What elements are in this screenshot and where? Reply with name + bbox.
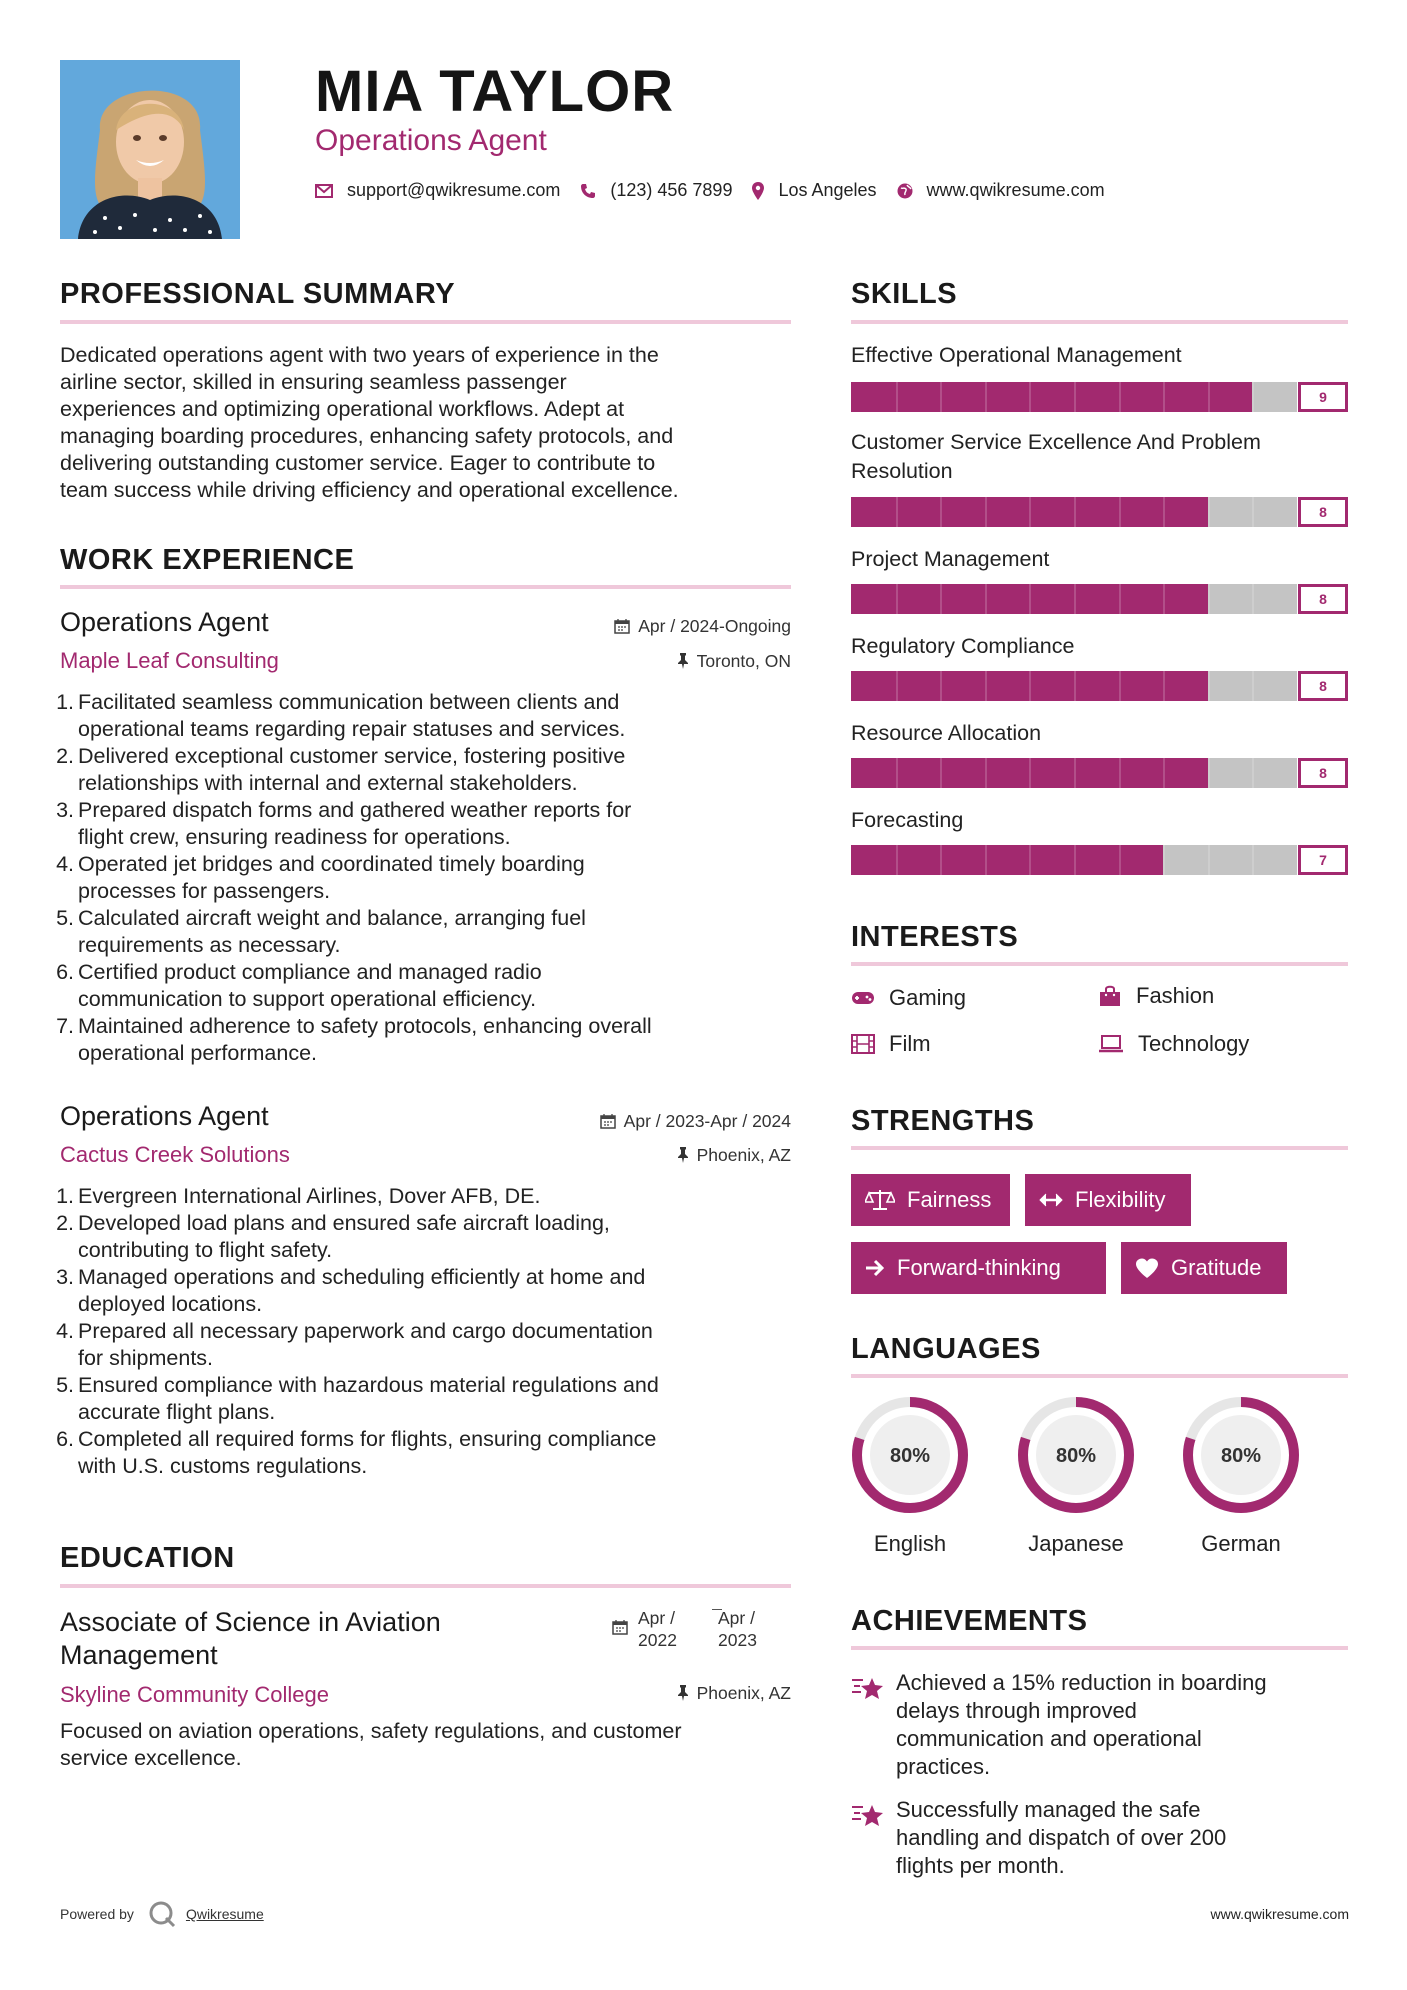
language-name: Japanese xyxy=(1028,1531,1124,1556)
skill-score: 7 xyxy=(1298,845,1348,875)
skill-bar-divider xyxy=(1074,758,1076,788)
skill-bar-divider xyxy=(896,758,898,788)
summary-line: delivering outstanding customer service. Eager to contribute to xyxy=(60,451,656,475)
email-text: support@qwikresume.com xyxy=(347,180,561,200)
skill-bar-divider xyxy=(985,382,987,412)
languages-heading: LANGUAGES xyxy=(851,1333,1041,1365)
achievement-item: Achieved a 15% reduction in boarding delays through improved communication and operational practices. xyxy=(896,1670,1267,1779)
skills-rule xyxy=(851,320,1348,324)
skill-bar-divider xyxy=(985,845,987,875)
skill-bar-divider xyxy=(940,497,942,527)
degree-line: Associate of Science in Aviation xyxy=(60,1607,441,1637)
pushpin-icon xyxy=(677,1685,689,1701)
job-location-text: Phoenix, AZ xyxy=(696,1145,791,1165)
contact-location xyxy=(752,180,876,201)
skill-bar-divider xyxy=(1119,671,1121,701)
gamepad-icon xyxy=(851,990,875,1006)
job-location-text: Toronto, ON xyxy=(696,651,791,671)
skill-bar-divider xyxy=(1252,382,1254,412)
skill-bar-divider xyxy=(940,671,942,701)
summary-line: managing boarding procedures, enhancing safety protocols, and xyxy=(60,424,674,448)
skill-bar-divider xyxy=(1119,382,1121,412)
skill-bar-divider xyxy=(1252,584,1254,614)
qwikresume-logo-icon xyxy=(148,1900,176,1928)
list-item: 6. Certified product compliance and managed radio communication to support operational efficiency. xyxy=(56,960,542,1011)
email-icon xyxy=(315,184,333,198)
skill-bar-divider xyxy=(1119,584,1121,614)
skill-label: Regulatory Compliance xyxy=(851,634,1075,658)
language-ring xyxy=(1011,1390,1141,1525)
footer-powered-by xyxy=(60,1900,264,1928)
strength-badge-gratitude: Gratitude xyxy=(1121,1242,1287,1294)
skill-bar-divider xyxy=(1163,845,1165,875)
edu-location-text: Phoenix, AZ xyxy=(696,1683,791,1703)
brand-link[interactable]: Qwikresume xyxy=(185,1906,264,1922)
job-dates xyxy=(600,1110,791,1132)
candidate-title: Operations Agent xyxy=(315,124,547,157)
list-item: 4. Operated jet bridges and coordinated timely boarding processes for passengers. xyxy=(56,852,585,903)
skill-bar-divider xyxy=(1163,382,1165,412)
skill-score: 8 xyxy=(1298,584,1348,614)
education-rule xyxy=(60,1584,791,1588)
language-percent: 80% xyxy=(1220,1445,1262,1467)
skill-bar-divider xyxy=(940,584,942,614)
interests-heading: INTERESTS xyxy=(851,921,1019,953)
strength-badge-fairness: Fairness xyxy=(851,1174,1010,1226)
interests-rule xyxy=(851,962,1348,966)
skill-bar-divider xyxy=(896,845,898,875)
list-item: 5. Ensured compliance with hazardous material regulations and accurate flight plans. xyxy=(56,1373,659,1424)
skill-bar xyxy=(851,758,1297,788)
skill-bar-divider xyxy=(1029,758,1031,788)
language-ring xyxy=(1176,1390,1306,1525)
skill-bar-divider xyxy=(1252,671,1254,701)
summary-heading: PROFESSIONAL SUMMARY xyxy=(60,278,456,310)
skill-label: Forecasting xyxy=(851,808,964,832)
skill-bar-divider xyxy=(1074,671,1076,701)
skill-bar-divider xyxy=(985,584,987,614)
skill-bar-divider xyxy=(1119,758,1121,788)
skill-bar xyxy=(851,671,1297,701)
list-item: 5. Calculated aircraft weight and balance, arranging fuel requirements as necessary. xyxy=(56,906,586,957)
skill-bar-divider xyxy=(1119,845,1121,875)
interest-fashion: Fashion xyxy=(1098,982,1214,1010)
education-description: Focused on aviation operations, safety regulations, and customer service excellence. xyxy=(60,1719,682,1770)
skill-bar-divider xyxy=(1163,497,1165,527)
shooting-star-icon xyxy=(851,1801,885,1834)
skill-label: Customer Service Excellence And Problem Resolution xyxy=(851,430,1261,483)
skill-bar-divider xyxy=(896,671,898,701)
strength-badge-forward-thinking: Forward-thinking xyxy=(851,1242,1106,1294)
job-location xyxy=(677,1144,791,1166)
list-item: 1. Evergreen International Airlines, Dover AFB, DE. xyxy=(56,1184,541,1208)
list-item: 6. Completed all required forms for flights, ensuring compliance with U.S. customs regulations. xyxy=(56,1427,657,1478)
list-item: 3. Managed operations and scheduling efficiently at home and deployed locations. xyxy=(56,1265,646,1316)
shopping-bag-icon xyxy=(1098,985,1122,1007)
arrow-right-icon xyxy=(865,1259,885,1277)
summary-rule xyxy=(60,320,791,324)
calendar-icon xyxy=(612,1619,628,1640)
skill-bar-divider xyxy=(1119,497,1121,527)
skill-score: 8 xyxy=(1298,497,1348,527)
summary-text xyxy=(60,342,679,504)
list-item: 4. Prepared all necessary paperwork and cargo documentation for shipments. xyxy=(56,1319,653,1370)
phone-icon xyxy=(580,183,596,199)
job-dates xyxy=(614,615,791,637)
job-dates-text: Apr / 2023-Apr / 2024 xyxy=(623,1111,791,1131)
contact-website[interactable] xyxy=(897,180,1105,201)
degree-title xyxy=(60,1606,441,1672)
skill-bar-divider xyxy=(940,382,942,412)
skill-bar-divider xyxy=(1208,758,1210,788)
job-dates-text: Apr / 2024-Ongoing xyxy=(638,616,791,636)
website-text: www.qwikresume.com xyxy=(926,180,1105,200)
skill-bar-divider xyxy=(1029,845,1031,875)
language-percent: 80% xyxy=(1055,1445,1097,1467)
experience-heading: WORK EXPERIENCE xyxy=(60,544,355,576)
skill-bar-divider xyxy=(985,497,987,527)
skill-bar-divider xyxy=(1074,382,1076,412)
summary-line: team success while driving efficiency and operational excellence. xyxy=(60,478,679,502)
company-name: Maple Leaf Consulting xyxy=(60,648,279,673)
achievements-heading: ACHIEVEMENTS xyxy=(851,1605,1088,1637)
skill-bar-divider xyxy=(1208,845,1210,875)
degree-line: Management xyxy=(60,1640,218,1670)
contact-row xyxy=(315,180,1125,201)
skill-bar-divider xyxy=(1208,382,1210,412)
interest-technology: Technology xyxy=(1098,1030,1249,1058)
skill-bar-divider xyxy=(1029,382,1031,412)
strength-badge-flexibility: Flexibility xyxy=(1025,1174,1191,1226)
list-item: 1. Facilitated seamless communication between clients and operational teams regarding repair statuses and services. xyxy=(56,690,626,741)
map-pin-icon xyxy=(752,182,764,200)
skill-bar-divider xyxy=(985,758,987,788)
skill-bar-divider xyxy=(1208,671,1210,701)
skill-bar xyxy=(851,382,1297,412)
pushpin-icon xyxy=(677,653,689,669)
skill-bar-divider xyxy=(1252,845,1254,875)
laptop-icon xyxy=(1098,1035,1124,1053)
skill-bar-divider xyxy=(1029,497,1031,527)
skill-score: 8 xyxy=(1298,671,1348,701)
strengths-rule xyxy=(851,1146,1348,1150)
language-percent: 80% xyxy=(889,1445,931,1467)
balance-scale-icon xyxy=(865,1189,895,1211)
skill-label: Project Management xyxy=(851,547,1050,571)
skill-bar xyxy=(851,497,1297,527)
skill-bar-divider xyxy=(1029,671,1031,701)
strengths-heading: STRENGTHS xyxy=(851,1105,1035,1137)
skill-bar-divider xyxy=(1208,584,1210,614)
list-item: 2. Delivered exceptional customer service, fostering positive relationships with internal and external stakeholders. xyxy=(56,744,626,795)
education-heading: EDUCATION xyxy=(60,1542,235,1574)
pushpin-icon xyxy=(677,1147,689,1163)
globe-icon xyxy=(897,183,913,199)
school-name: Skyline Community College xyxy=(60,1682,329,1707)
skill-bar-divider xyxy=(1252,758,1254,788)
skill-bar-divider xyxy=(1252,497,1254,527)
skill-score: 8 xyxy=(1298,758,1348,788)
skill-bar-divider xyxy=(940,845,942,875)
edu-end-date: Apr / 2023 xyxy=(718,1608,757,1650)
job-location xyxy=(677,650,791,672)
skill-bar-fill xyxy=(851,382,1252,412)
edu-start-date: Apr / 2022 xyxy=(638,1608,677,1650)
job-duties-list xyxy=(56,1183,659,1480)
skill-label: Resource Allocation xyxy=(851,721,1042,745)
skill-bar-divider xyxy=(1074,584,1076,614)
languages-rule xyxy=(851,1374,1348,1378)
skill-bar-divider xyxy=(896,382,898,412)
language-name: German xyxy=(1201,1531,1281,1556)
calendar-icon xyxy=(600,1113,616,1129)
skill-bar-divider xyxy=(896,497,898,527)
profile-photo xyxy=(60,60,240,239)
skill-bar-divider xyxy=(1208,497,1210,527)
experience-rule xyxy=(60,585,791,589)
contact-email[interactable] xyxy=(315,180,560,201)
job-duties-list xyxy=(56,689,652,1067)
skill-label: Effective Operational Management xyxy=(851,343,1182,367)
skill-bar-divider xyxy=(1029,584,1031,614)
job-title: Operations Agent xyxy=(60,1101,269,1131)
language-ring xyxy=(845,1390,975,1525)
skill-bar-divider xyxy=(940,758,942,788)
calendar-icon xyxy=(614,618,630,634)
film-icon xyxy=(851,1034,875,1054)
achievement-item: Successfully managed the safe handling and dispatch of over 200 flights per month. xyxy=(896,1797,1227,1878)
skill-score: 9 xyxy=(1298,382,1348,412)
list-item: 2. Developed load plans and ensured safe aircraft loading, contributing to flight safety. xyxy=(56,1211,610,1262)
arrows-horizontal-icon xyxy=(1039,1193,1063,1207)
summary-line: Dedicated operations agent with two years of experience in the xyxy=(60,343,659,367)
powered-by-label: Powered by xyxy=(60,1906,134,1922)
skill-bar-divider xyxy=(896,584,898,614)
skill-bar-divider xyxy=(1163,584,1165,614)
skill-bar-divider xyxy=(1074,497,1076,527)
job-title: Operations Agent xyxy=(60,607,269,637)
footer-site-link[interactable]: www.qwikresume.com xyxy=(1210,1906,1349,1922)
list-item: 7. Maintained adherence to safety protocols, enhancing overall operational performance. xyxy=(56,1014,652,1065)
language-name: English xyxy=(873,1531,947,1556)
skill-bar-fill xyxy=(851,845,1163,875)
edu-location xyxy=(677,1682,791,1704)
phone-text: (123) 456 7899 xyxy=(610,180,733,200)
shooting-star-icon xyxy=(851,1674,885,1707)
contact-phone[interactable] xyxy=(580,180,732,201)
skill-bar xyxy=(851,845,1297,875)
summary-line: experiences and optimizing operational workflows. Adept at xyxy=(60,397,625,421)
heart-icon xyxy=(1135,1258,1159,1279)
location-text: Los Angeles xyxy=(778,180,877,200)
achievements-rule xyxy=(851,1646,1348,1650)
skill-bar-divider xyxy=(1163,671,1165,701)
skill-bar-divider xyxy=(1074,845,1076,875)
list-item: 3. Prepared dispatch forms and gathered weather reports for flight crew, ensuring readiness for operations. xyxy=(56,798,632,849)
summary-line: airline sector, skilled in ensuring seamless passenger xyxy=(60,370,567,394)
interest-film: Film xyxy=(851,1030,931,1058)
skills-heading: SKILLS xyxy=(851,278,958,310)
interest-gaming: Gaming xyxy=(851,984,966,1012)
skill-bar-divider xyxy=(985,671,987,701)
skill-bar xyxy=(851,584,1297,614)
skill-bar-divider xyxy=(1163,758,1165,788)
company-name: Cactus Creek Solutions xyxy=(60,1142,290,1167)
candidate-name: MIA TAYLOR xyxy=(315,59,675,124)
